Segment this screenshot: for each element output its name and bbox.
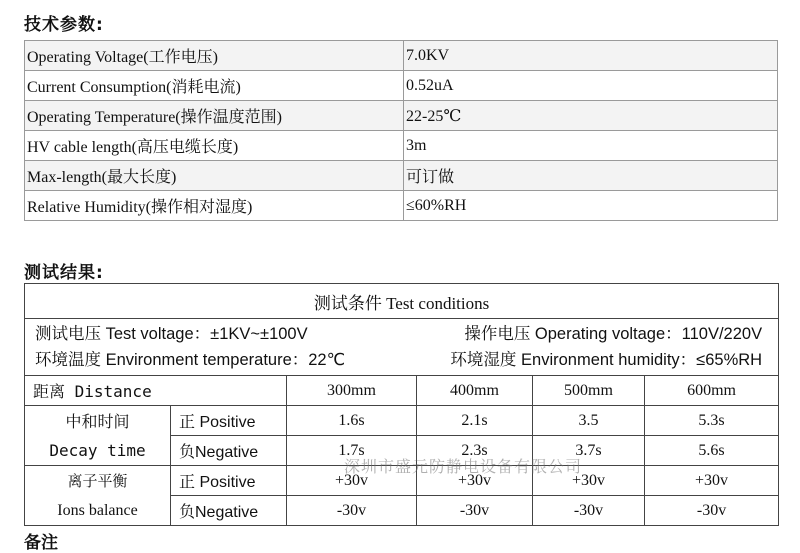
distance-cell: 500mm — [533, 376, 645, 406]
distance-cell: 300mm — [287, 376, 417, 406]
balance-label-cn: 离子平衡 — [67, 471, 128, 490]
distance-cell: 400mm — [417, 376, 533, 406]
balance-negative-cell: -30v — [645, 496, 779, 526]
param-value: 3m — [404, 131, 778, 161]
param-name: Relative Humidity(操作相对湿度) — [25, 191, 404, 221]
balance-positive-cell: +30v — [533, 466, 645, 496]
conditions-details — [25, 319, 779, 376]
table-row — [25, 191, 778, 221]
decay-negative-label: 负Negative — [171, 436, 287, 466]
operating-voltage: 操作电压 Operating voltage：110V/220V — [464, 325, 763, 343]
balance-negative-cell: -30v — [533, 496, 645, 526]
conditions-title: 测试条件 Test conditions — [25, 284, 779, 319]
decay-positive-cell: 1.6s — [287, 406, 417, 436]
param-value: 0.52uA — [404, 71, 778, 101]
test-results-heading: 测试结果: — [24, 263, 104, 283]
distance-label: 距离 Distance — [25, 376, 287, 406]
env-temperature: 环境温度 Environment temperature：22℃ — [35, 351, 346, 369]
balance-negative-cell: -30v — [287, 496, 417, 526]
test-results-table — [24, 283, 779, 526]
decay-label-en: Decay time — [49, 440, 146, 460]
table-row — [25, 71, 778, 101]
table-row — [25, 41, 778, 71]
table-row — [25, 131, 778, 161]
param-name: HV cable length(高压电缆长度) — [25, 131, 404, 161]
balance-negative-cell: -30v — [417, 496, 533, 526]
distance-cell: 600mm — [645, 376, 779, 406]
param-value: 可订做 — [404, 161, 778, 191]
decay-positive-label: 正 Positive — [171, 406, 287, 436]
decay-label-cn: 中和时间 — [65, 411, 130, 431]
param-name: Operating Voltage(工作电压) — [25, 41, 404, 71]
company-watermark: 深圳市盛元防静电设备有限公司 — [344, 457, 583, 476]
decay-negative-cell: 5.6s — [645, 436, 779, 466]
table-row — [25, 101, 778, 131]
param-name: Max-length(最大长度) — [25, 161, 404, 191]
decay-positive-cell: 5.3s — [645, 406, 779, 436]
param-value: 7.0KV — [404, 41, 778, 71]
balance-label-en: Ions balance — [57, 501, 138, 519]
env-humidity: 环境湿度 Environment humidity：≤65%RH — [450, 351, 763, 369]
balance-positive-cell: +30v — [287, 466, 417, 496]
param-name: Operating Temperature(操作温度范围) — [25, 101, 404, 131]
remarks-heading: 备注 — [24, 533, 58, 553]
table-row — [25, 161, 778, 191]
param-name: Current Consumption(消耗电流) — [25, 71, 404, 101]
balance-negative-label: 负Negative — [171, 496, 287, 526]
decay-time-label — [25, 406, 171, 466]
decay-positive-cell: 2.1s — [417, 406, 533, 436]
param-value: ≤60%RH — [404, 191, 778, 221]
balance-positive-label: 正 Positive — [171, 466, 287, 496]
tech-params-heading: 技术参数: — [24, 15, 104, 35]
param-value: 22-25℃ — [404, 101, 778, 131]
decay-positive-cell: 3.5 — [533, 406, 645, 436]
balance-positive-cell: +30v — [645, 466, 779, 496]
balance-positive-cell: +30v — [417, 466, 533, 496]
ions-balance-label — [25, 466, 171, 526]
decay-negative-cell: 1.7s — [287, 436, 417, 466]
decay-negative-cell: 3.7s — [533, 436, 645, 466]
test-voltage: 测试电压 Test voltage：±1KV~±100V — [35, 325, 308, 343]
tech-params-table — [24, 40, 778, 221]
decay-negative-cell: 2.3s — [417, 436, 533, 466]
